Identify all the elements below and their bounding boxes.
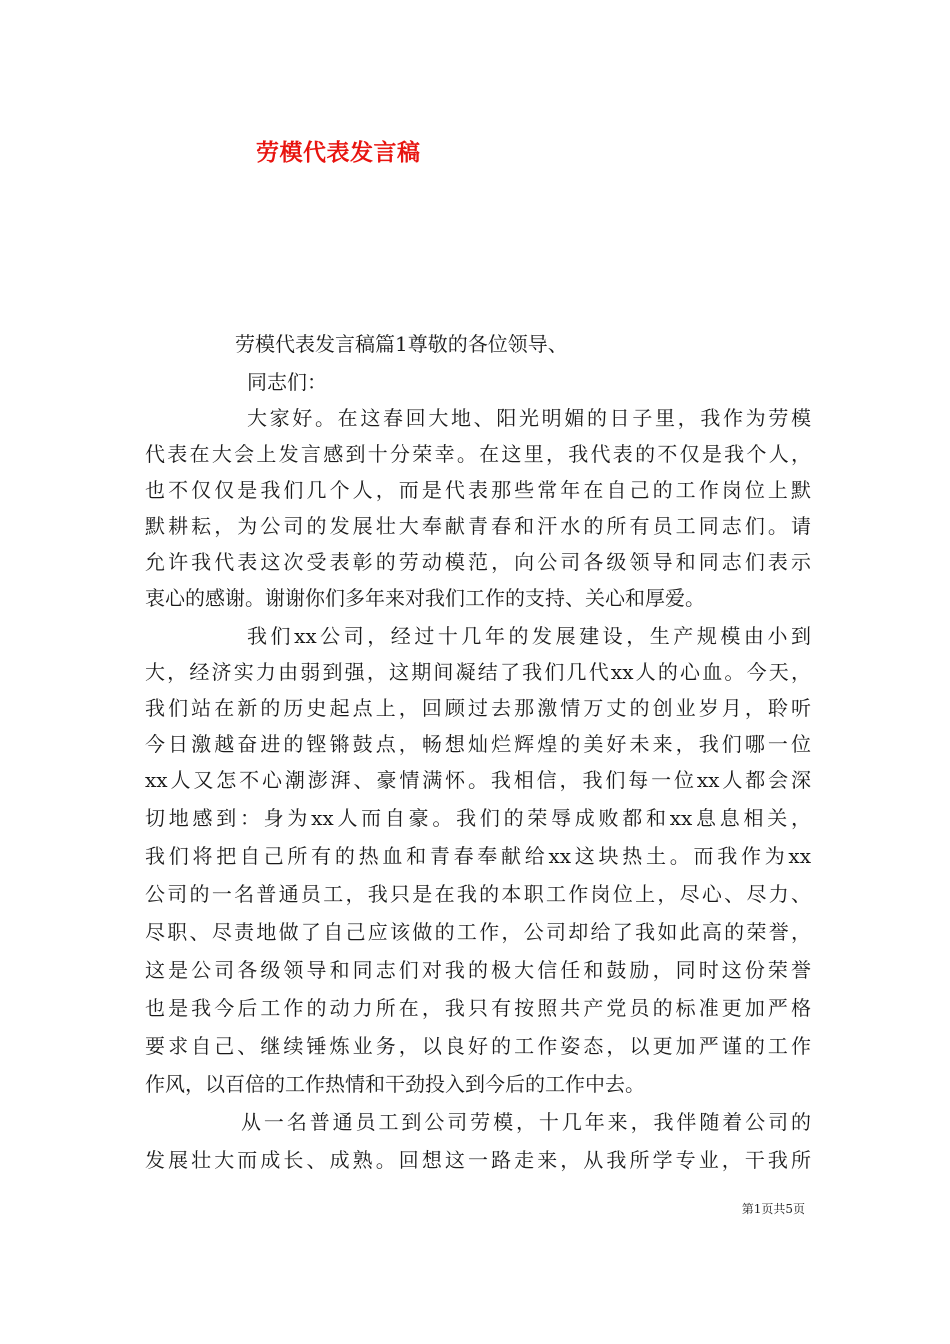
paragraph-2-line-8: 公司的一名普通员工，我只是在我的本职工作岗位上，尽心、尽力、 bbox=[145, 882, 811, 906]
paragraph-2-line-6: 切地感到：身为xx人而自豪。我们的荣辱成败都和xx息息相关， bbox=[145, 806, 811, 830]
paragraph-2-line-1: 我们xx公司，经过十几年的发展建设，生产规模由小到 bbox=[247, 624, 811, 648]
paragraph-1-line-1: 大家好。在这春回大地、阳光明媚的日子里，我作为劳模 bbox=[247, 406, 811, 430]
paragraph-2-line-4: 今日激越奋进的铿锵鼓点，畅想灿烂辉煌的美好未来，我们哪一位 bbox=[145, 732, 811, 756]
paragraph-2-line-7: 我们将把自己所有的热血和青春奉献给xx这块热土。而我作为xx bbox=[145, 844, 811, 868]
page-footer: 第1页共5页 bbox=[741, 1202, 805, 1216]
paragraph-2-line-10: 这是公司各级领导和同志们对我的极大信任和鼓励，同时这份荣誉 bbox=[145, 958, 811, 982]
salutation: 同志们： bbox=[247, 370, 327, 394]
paragraph-2-line-12: 要求自己、继续锤炼业务，以良好的工作姿态，以更加严谨的工作 bbox=[145, 1034, 811, 1058]
paragraph-2-line-2: 大，经济实力由弱到强，这期间凝结了我们几代xx人的心血。今天， bbox=[145, 660, 811, 684]
paragraph-3-line-2: 发展壮大而成长、成熟。回想这一路走来，从我所学专业，干我所 bbox=[145, 1148, 811, 1172]
paragraph-3-line-1: 从一名普通员工到公司劳模，十几年来，我伴随着公司的 bbox=[241, 1110, 811, 1134]
paragraph-1-line-2: 代表在大会上发言感到十分荣幸。在这里，我代表的不仅是我个人， bbox=[145, 442, 811, 466]
paragraph-1-line-4: 默耕耘，为公司的发展壮大奉献青春和汗水的所有员工同志们。请 bbox=[145, 514, 811, 538]
paragraph-1-line-6: 衷心的感谢。谢谢你们多年来对我们工作的支持、关心和厚爱。 bbox=[145, 586, 705, 610]
paragraph-2-line-9: 尽职、尽责地做了自己应该做的工作，公司却给了我如此高的荣誉， bbox=[145, 920, 811, 944]
page-title bbox=[0, 134, 950, 167]
paragraph-2-line-13: 作风，以百倍的工作热情和干劲投入到今后的工作中去。 bbox=[145, 1072, 645, 1096]
paragraph-2-line-5: xx人又怎不心潮澎湃、豪情满怀。我相信，我们每一位xx人都会深 bbox=[145, 768, 811, 792]
paragraph-2-line-3: 我们站在新的历史起点上，回顾过去那激情万丈的创业岁月，聆听 bbox=[145, 696, 811, 720]
page-title-text: 劳模代表发言稿 bbox=[256, 139, 421, 166]
paragraph-1-line-5: 允许我代表这次受表彰的劳动模范，向公司各级领导和同志们表示 bbox=[145, 550, 811, 574]
opening-line: 劳模代表发言稿篇1尊敬的各位领导、 bbox=[235, 332, 568, 356]
paragraph-1-line-3: 也不仅仅是我们几个人，而是代表那些常年在自己的工作岗位上默 bbox=[145, 478, 811, 502]
paragraph-2-line-11: 也是我今后工作的动力所在，我只有按照共产党员的标准更加严格 bbox=[145, 996, 811, 1020]
